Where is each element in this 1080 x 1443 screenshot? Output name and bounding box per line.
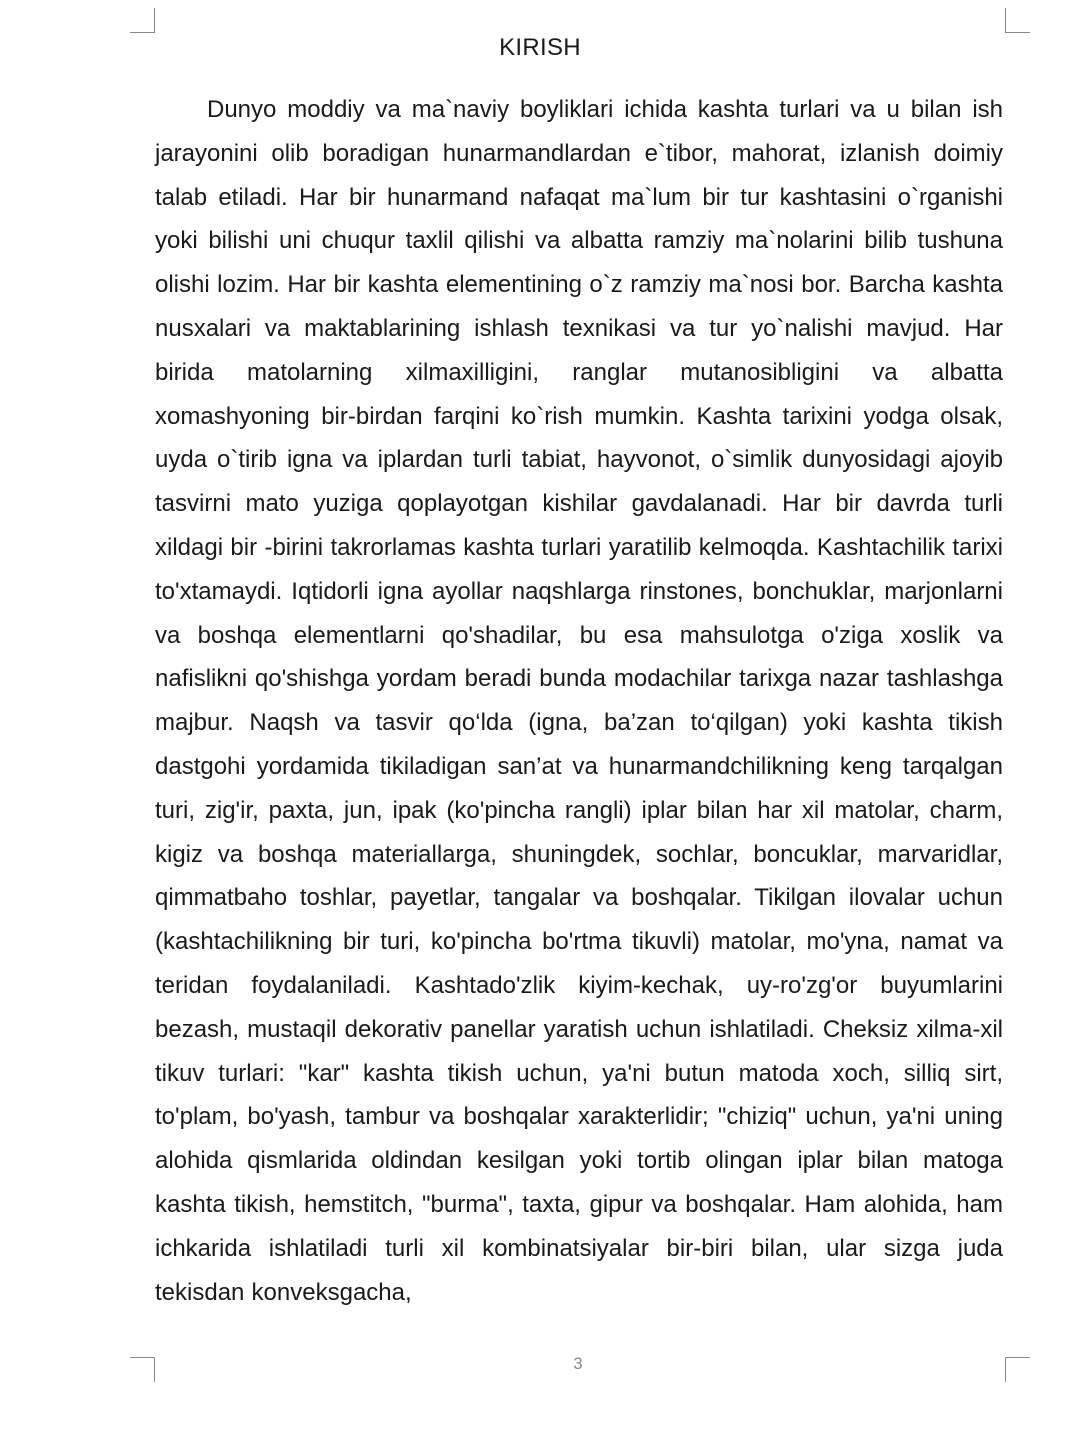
- crop-mark-top-right: [1005, 8, 1030, 33]
- page-title: KIRISH: [499, 34, 581, 61]
- page-number: 3: [573, 1354, 583, 1373]
- crop-mark-top-left: [130, 8, 155, 33]
- body-paragraph: Dunyo moddiy va ma`naviy boyliklari ichida kashta turlari va u bilan ish jarayonini olib boradigan hunarmandlardan e`tibor, mahorat, izlanish doimiy talab etiladi. Har bir hunarmand nafaqat ma`lum bir tur kashtasini o`rganishi yoki bilishi uni chuqur taxlil qilishi va albatta ramziy ma`nolarini bilib tushuna olishi lozim. Har bir kashta elementining o`z ramziy ma`nosi bor. Barcha kashta nusxalari va maktablarining ishlash texnikasi va tur yo`nalishi mavjud. Har birida matolarning xilmaxilligini, ranglar mutanosibligini va albatta xomashyoning bir-birdan farqini ko`rish mumkin. Kashta tarixini yodga olsak, uyda o`tirib igna va iplardan turli tabiat, hayvonot, o`simlik dunyosidagi ajoyib tasvirni mato yuziga qoplayotgan kishilar gavdalanadi. Har bir davrda turli xildagi bir -birini takrorlamas kashta turlari yaratilib kelmoqda. Kashtachilik tarixi to'xtamaydi. Iqtidorli igna ayollar naqshlarga rinstones, bonchuklar, marjonlarni va boshqa elementlarni qo'shadilar, bu esa mahsulotga o'ziga xoslik va nafislikni qo'shishga yordam beradi bunda modachilar tarixga nazar tashlashga majbur. Naqsh va tasvir qo‘lda (igna, ba’zan to‘qilgan) yoki kashta tikish dastgohi yordamida tikiladigan san’at va hunarmandchilikning keng tarqalgan turi, zig'ir, paxta, jun, ipak (ko'pincha rangli) iplar bilan har xil matolar, charm, kigiz va boshqa materiallarga, shuningdek, sochlar, boncuklar, marvaridlar, qimmatbaho toshlar, payetlar, tangalar va boshqalar. Tikilgan ilovalar uchun (kashtachilikning bir turi, ko'pincha bo'rtma tikuvli) matolar, mo'yna, namat va teridan foydalaniladi. Kashtado'zlik kiyim-kechak, uy-ro'zg'or buyumlarini bezash, mustaqil dekorativ panellar yaratish uchun ishlatiladi. Cheksiz xilma-xil tikuv turlari: "kar" kashta tikish uchun, ya'ni butun matoda xoch, silliq sirt, to'plam, bo'yash, tambur va boshqalar xarakterlidir; "chiziq" uchun, ya'ni uning alohida qismlarida oldindan kesilgan yoki tortib olingan iplar bilan matoga kashta tikish, hemstitch, "burma", taxta, gipur va boshqalar. Ham alohida, ham ichkarida ishlatiladi turli xil kombinatsiyalar bir-biri bilan, ular sizga juda tekisdan konveksgacha,: [155, 96, 1003, 1306]
